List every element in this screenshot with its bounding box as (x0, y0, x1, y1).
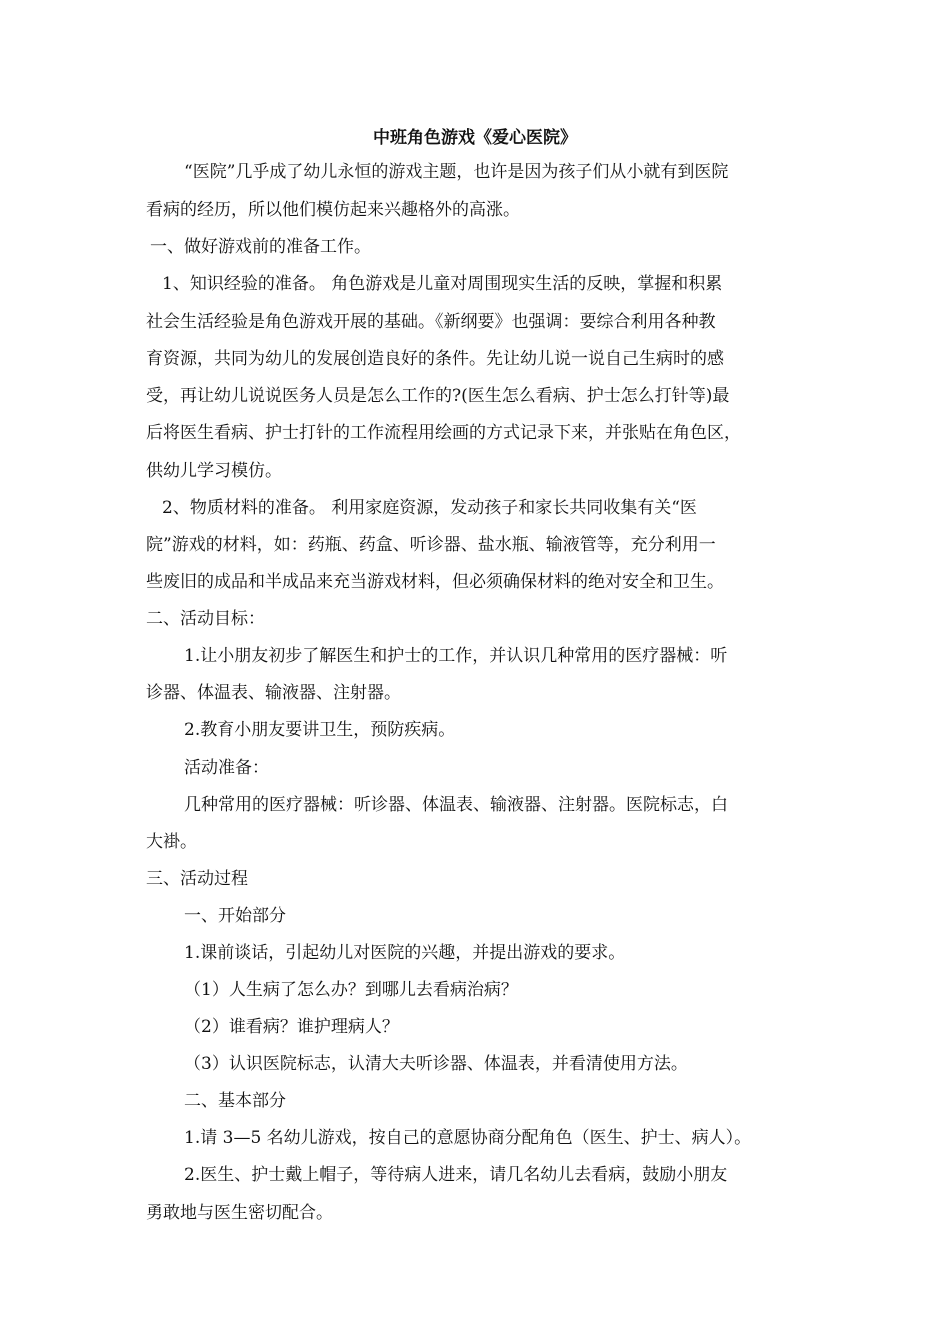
paragraph-line: 2.医生、护士戴上帽子，等待病人进来，请几名幼儿去看病，鼓励小朋友 (184, 1165, 728, 1185)
paragraph-line: （3）认识医院标志，认清大夫听诊器、体温表，并看清使用方法。 (184, 1054, 688, 1074)
paragraph-line: 受，再让幼儿说说医务人员是怎么工作的?(医生怎么看病、护士怎么打针等)最 (146, 386, 730, 406)
paragraph-line: 1.课前谈话，引起幼儿对医院的兴趣，并提出游戏的要求。 (184, 943, 626, 963)
section-heading: 一、做好游戏前的准备工作。 (150, 237, 371, 257)
paragraph-line: 2、物质材料的准备。 利用家庭资源，发动孩子和家长共同收集有关“医 (162, 498, 697, 518)
paragraph-line: （2）谁看病？谁护理病人？ (184, 1017, 399, 1037)
paragraph-line: 1.让小朋友初步了解医生和护士的工作，并认识几种常用的医疗器械：听 (184, 646, 728, 666)
paragraph-line: 后将医生看病、护士打针的工作流程用绘画的方式记录下来，并张贴在角色区， (146, 423, 741, 443)
section-heading: 二、活动目标： (146, 609, 265, 629)
document-title: 中班角色游戏《爱心医院》 (373, 128, 577, 148)
paragraph-line: 院”游戏的材料，如：药瓶、药盒、听诊器、盐水瓶、输液管等，充分利用一 (146, 535, 716, 555)
paragraph-line: 供幼儿学习模仿。 (146, 461, 282, 481)
paragraph-line: 活动准备： (184, 758, 269, 778)
subsection-heading: 二、基本部分 (184, 1091, 286, 1111)
paragraph-line: 1.请 3—5 名幼儿游戏，按自己的意愿协商分配角色（医生、护士、病人）。 (184, 1128, 752, 1148)
paragraph-line: 几种常用的医疗器械：听诊器、体温表、输液器、注射器。医院标志，白 (184, 795, 728, 815)
paragraph-line: 看病的经历，所以他们模仿起来兴趣格外的高涨。 (146, 200, 520, 220)
paragraph-line: “医院”几乎成了幼儿永恒的游戏主题，也许是因为孩子们从小就有到医院 (184, 162, 729, 182)
paragraph-line: 社会生活经验是角色游戏开展的基础。《新纲要》也强调：要综合利用各种教 (146, 312, 716, 332)
paragraph-line: 1、知识经验的准备。 角色游戏是儿童对周围现实生活的反映，掌握和积累 (162, 274, 723, 294)
paragraph-line: 勇敢地与医生密切配合。 (146, 1203, 333, 1223)
paragraph-line: 2.教育小朋友要讲卫生，预防疾病。 (184, 720, 456, 740)
section-heading: 三、活动过程 (146, 869, 248, 889)
subsection-heading: 一、开始部分 (184, 906, 286, 926)
paragraph-line: （1）人生病了怎么办？到哪儿去看病治病？ (184, 980, 518, 1000)
paragraph-line: 诊器、体温表、输液器、注射器。 (146, 683, 401, 703)
paragraph-line: 大褂。 (146, 832, 197, 852)
paragraph-line: 些废旧的成品和半成品来充当游戏材料，但必须确保材料的绝对安全和卫生。 (146, 572, 724, 592)
paragraph-line: 育资源，共同为幼儿的发展创造良好的条件。先让幼儿说一说自己生病时的感 (146, 349, 724, 369)
